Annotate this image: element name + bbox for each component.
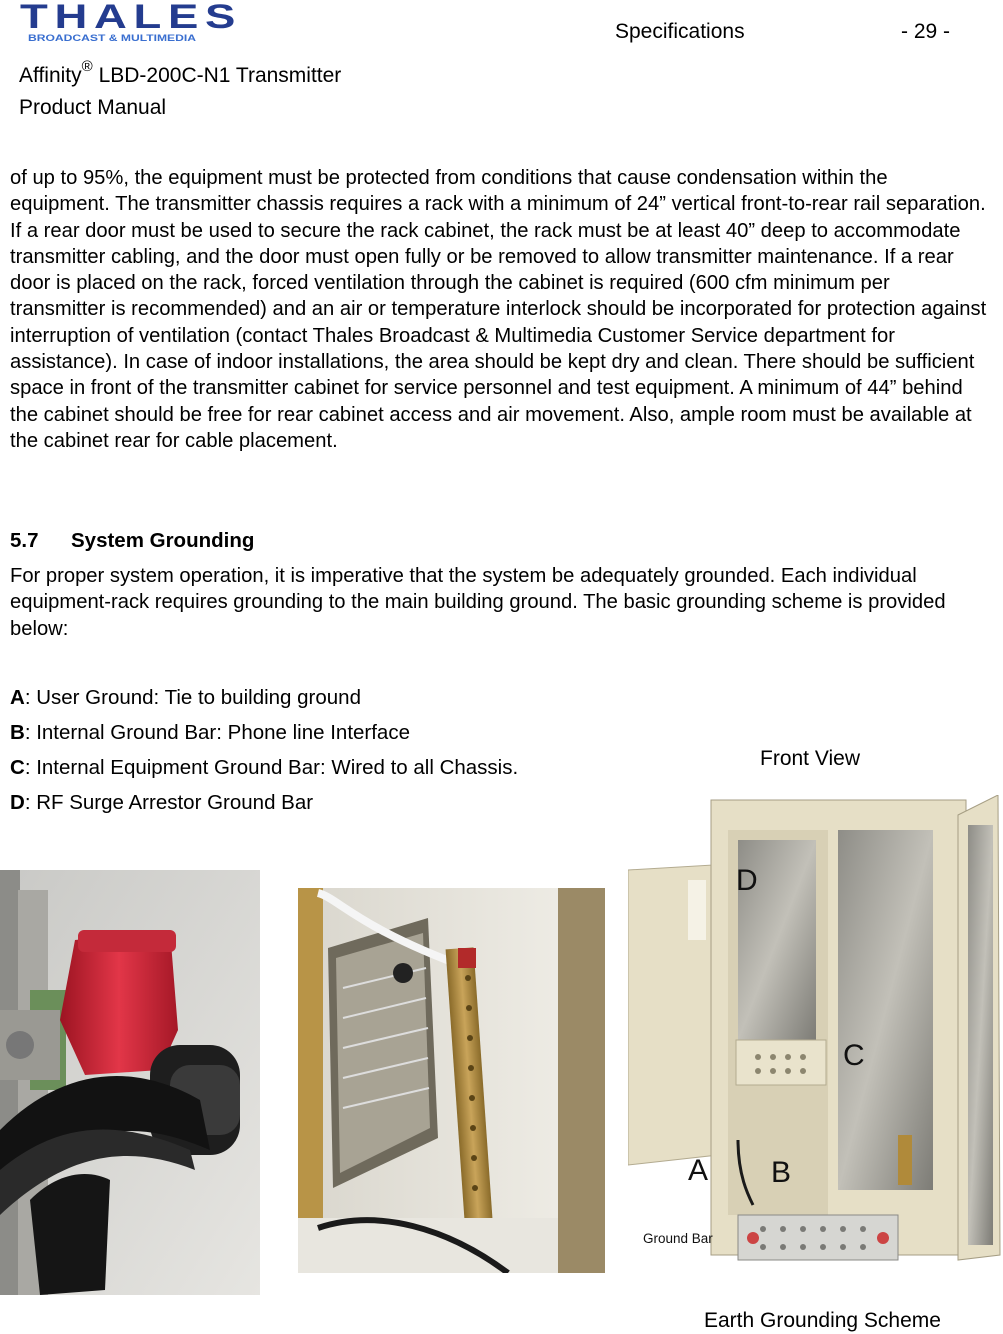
intro-paragraph — [10, 165, 990, 454]
label-d: D — [736, 864, 758, 897]
doc-type: Product Manual — [19, 96, 167, 119]
label-c: C — [843, 1039, 865, 1072]
section-paragraph — [10, 563, 990, 642]
list-item — [10, 791, 313, 815]
list-item — [10, 756, 518, 780]
svg-text:BROADCAST & MULTIMEDIA: BROADCAST & MULTIMEDIA — [28, 33, 197, 44]
photo-internal-ground-bar — [298, 888, 605, 1273]
list-text: : User Ground: Tie to building ground — [24, 686, 361, 709]
photo-surge-arrestor — [0, 870, 260, 1295]
svg-text:THALES: THALES — [20, 0, 242, 36]
label-a: A — [688, 1154, 709, 1187]
list-item — [10, 686, 361, 710]
list-letter: D — [10, 791, 25, 814]
list-text: : Internal Equipment Ground Bar: Wired to all Chassis. — [24, 756, 519, 779]
product-title — [19, 58, 342, 88]
list-item — [10, 721, 410, 745]
product-name: LBD-200C-N1 Transmitter — [98, 64, 342, 87]
label-b: B — [771, 1156, 792, 1189]
product-prefix: Affinity — [19, 64, 82, 87]
photo-cabinet-front-view — [628, 795, 1003, 1285]
list-text: : Internal Ground Bar: Phone line Interface — [24, 721, 410, 744]
scheme-caption: Earth Grounding Scheme — [704, 1309, 941, 1332]
section-text: For proper system operation, it is imperative that the system be adequately grounded. Each individual equipment-rack requires grounding to the main building ground. The basic grounding scheme is provided below: — [10, 565, 946, 640]
thales-logo — [18, 0, 244, 44]
list-letter: B — [10, 721, 25, 744]
section-title: System Grounding — [71, 529, 255, 552]
list-letter: C — [10, 756, 25, 779]
ground-bar-label: Ground Bar — [643, 1231, 713, 1246]
list-text: : RF Surge Arrestor Ground Bar — [24, 791, 314, 814]
list-letter: A — [10, 686, 25, 709]
front-view-caption: Front View — [760, 747, 860, 770]
registered-mark: ® — [81, 58, 93, 75]
header-section-title: Specifications — [615, 20, 745, 43]
page-number: - 29 - — [901, 20, 951, 43]
section-number: 5.7 — [10, 529, 39, 552]
intro-text: of up to 95%, the equipment must be protected from conditions that cause condensation within the equipment. The transmitter chassis requires a rack with a minimum of 24” vertical front-to-rear rail separation. If a rear door must be used to secure the rack cabinet, the rack must be at least 40” deep to accommodate transmitter cabling, and the door must open fully or be removed to allow transmitter maintenance. If a rear door is placed on the rack, forced ventilation through the cabinet is required (600 cfm minimum per transmitter is recommended) and an air or temperature interlock should be incorporated for protection against interruption of ventilation (contact Thales Broadcast & Multimedia Customer Service department for assistance). In case of indoor installations, the area should be kept dry and clean. There should be sufficient space in front of the transmitter cabinet for service personnel and test equipment. A minimum of 44” behind the cabinet should be free for rear cabinet access and air movement. Also, ample room must be available at the cabinet rear for cable placement. — [10, 167, 987, 452]
